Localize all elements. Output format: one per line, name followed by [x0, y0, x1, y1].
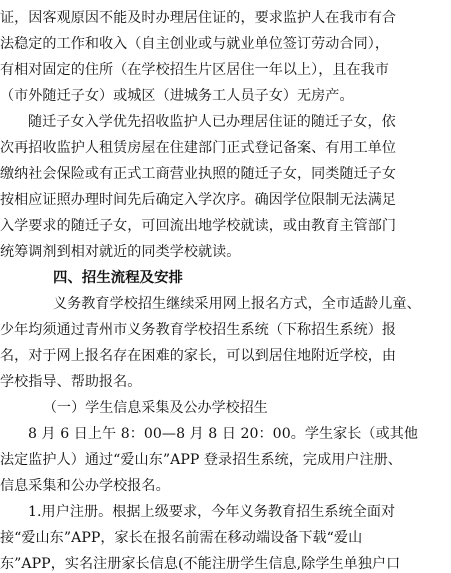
paragraph-line: 法稳定的工作和收入（自主创业或与就业单位签订劳动合同），	[0, 36, 389, 52]
paragraph-line: （市外随迁子女）或城区（进城务工人员子女）无房产。	[0, 88, 354, 104]
subsection-heading: （一）学生信息采集及公办学校招生	[43, 400, 268, 416]
paragraph-line: 入学要求的随迁子女，可回流出地学校就读，或由教育主管部门	[0, 218, 397, 234]
paragraph-line: 法定监护人）通过“爱山东”APP 登录招生系统，完成用户注册、	[0, 452, 402, 468]
paragraph-line: 证，因客观原因不能及时办理居住证的，要求监护人在我市有合	[0, 10, 397, 26]
paragraph-line: 缴纳社会保险或有正式工商营业执照的随迁子女，同类随迁子女	[0, 166, 397, 182]
paragraph-line: 少年均须通过青州市义务教育学校招生系统（下称招生系统）报	[0, 322, 397, 338]
paragraph-line: 次再招收监护人租赁房屋在住建部门正式登记备案、有用工单位	[0, 140, 397, 156]
paragraph-line: 统筹调剂到相对就近的同类学校就读。	[0, 244, 241, 260]
paragraph-line: 按相应证照办理时间先后确定入学次序。确因学位限制无法满足	[0, 192, 397, 208]
section-heading: 四、招生流程及安排	[53, 270, 183, 286]
paragraph-line: 有相对固定的住所（在学校招生片区居住一年以上），且在我市	[0, 62, 389, 78]
paragraph-line: 随迁子女入学优先招收监护人已办理居住证的随迁子女，依	[28, 114, 396, 130]
paragraph-line: 义务教育学校招生继续采用网上报名方式，全市适龄儿童、	[53, 296, 421, 312]
paragraph-line: 名，对于网上报名存在困难的家长，可以到居住地附近学校，由	[0, 348, 397, 364]
paragraph-line: 8 月 6 日上午 8：00—8 月 8 日 20：00。学生家长（或其他	[28, 426, 419, 442]
paragraph-line: 信息采集和公办学校报名。	[0, 478, 170, 494]
paragraph-line: 1.用户注册。根据上级要求，今年义务教育招生系统全面对	[28, 504, 396, 520]
paragraph-line: 接“爱山东”APP，家长在报名前需在移动端设备下载“爱山	[0, 530, 363, 546]
paragraph-line: 东”APP，实名注册家长信息(不能注册学生信息,除学生单独户口	[0, 556, 401, 572]
paragraph-line: 学校指导、帮助报名。	[0, 374, 142, 390]
